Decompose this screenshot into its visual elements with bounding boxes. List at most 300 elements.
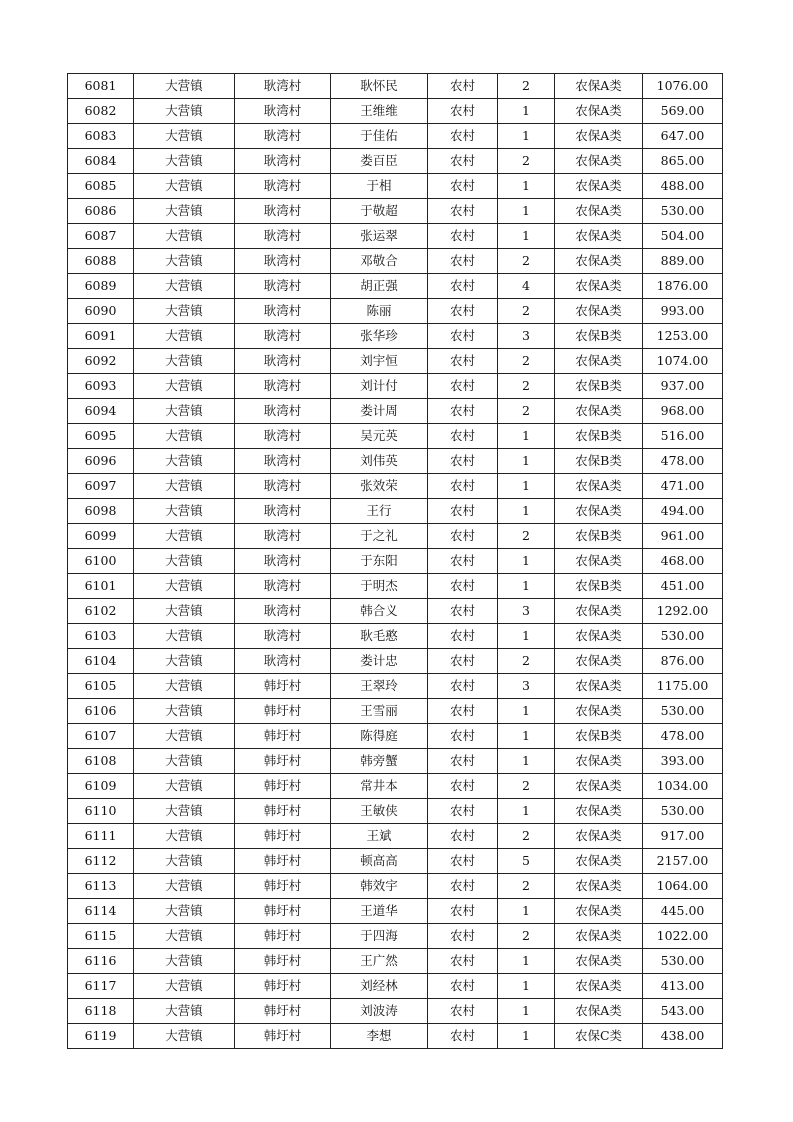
category-cell: 农保A类: [555, 799, 643, 824]
name-cell: 王敏侠: [331, 799, 428, 824]
village-cell: 耿湾村: [235, 624, 331, 649]
serial-number-cell: 6096: [68, 449, 134, 474]
household-size-cell: 1: [498, 499, 555, 524]
town-cell: 大营镇: [134, 574, 235, 599]
serial-number-cell: 6099: [68, 524, 134, 549]
household-size-cell: 2: [498, 149, 555, 174]
amount-cell: 488.00: [643, 174, 723, 199]
category-cell: 农保A类: [555, 74, 643, 99]
table-row: [68, 899, 723, 924]
village-cell: 耿湾村: [235, 599, 331, 624]
town-cell: 大营镇: [134, 724, 235, 749]
serial-number-cell: 6097: [68, 474, 134, 499]
village-cell: 韩圩村: [235, 724, 331, 749]
amount-cell: 530.00: [643, 699, 723, 724]
table-row: [68, 524, 723, 549]
category-cell: 农保B类: [555, 524, 643, 549]
category-cell: 农保A类: [555, 299, 643, 324]
village-cell: 耿湾村: [235, 224, 331, 249]
town-cell: 大营镇: [134, 299, 235, 324]
household-type-cell: 农村: [428, 199, 498, 224]
table-row: [68, 674, 723, 699]
household-size-cell: 2: [498, 349, 555, 374]
name-cell: 于之礼: [331, 524, 428, 549]
household-type-cell: 农村: [428, 374, 498, 399]
town-cell: 大营镇: [134, 949, 235, 974]
household-type-cell: 农村: [428, 524, 498, 549]
amount-cell: 413.00: [643, 974, 723, 999]
village-cell: 耿湾村: [235, 424, 331, 449]
category-cell: 农保A类: [555, 249, 643, 274]
household-type-cell: 农村: [428, 949, 498, 974]
town-cell: 大营镇: [134, 774, 235, 799]
amount-cell: 917.00: [643, 824, 723, 849]
category-cell: 农保A类: [555, 624, 643, 649]
category-cell: 农保B类: [555, 449, 643, 474]
household-type-cell: 农村: [428, 149, 498, 174]
amount-cell: 494.00: [643, 499, 723, 524]
household-type-cell: 农村: [428, 274, 498, 299]
village-cell: 韩圩村: [235, 824, 331, 849]
serial-number-cell: 6093: [68, 374, 134, 399]
amount-cell: 1034.00: [643, 774, 723, 799]
household-size-cell: 1: [498, 474, 555, 499]
household-size-cell: 1: [498, 449, 555, 474]
table-row: [68, 199, 723, 224]
amount-cell: 968.00: [643, 399, 723, 424]
table-row: [68, 74, 723, 99]
category-cell: 农保B类: [555, 374, 643, 399]
town-cell: 大营镇: [134, 549, 235, 574]
village-cell: 耿湾村: [235, 74, 331, 99]
name-cell: 王道华: [331, 899, 428, 924]
name-cell: 张效荣: [331, 474, 428, 499]
serial-number-cell: 6098: [68, 499, 134, 524]
roster-table: [67, 73, 723, 1049]
amount-cell: 530.00: [643, 199, 723, 224]
household-size-cell: 1: [498, 899, 555, 924]
serial-number-cell: 6105: [68, 674, 134, 699]
village-cell: 韩圩村: [235, 774, 331, 799]
village-cell: 韩圩村: [235, 849, 331, 874]
village-cell: 韩圩村: [235, 949, 331, 974]
table-row: [68, 549, 723, 574]
amount-cell: 1292.00: [643, 599, 723, 624]
amount-cell: 451.00: [643, 574, 723, 599]
table-row: [68, 624, 723, 649]
category-cell: 农保B类: [555, 424, 643, 449]
household-size-cell: 1: [498, 174, 555, 199]
household-type-cell: 农村: [428, 424, 498, 449]
household-size-cell: 2: [498, 824, 555, 849]
amount-cell: 647.00: [643, 124, 723, 149]
name-cell: 刘宇恒: [331, 349, 428, 374]
household-type-cell: 农村: [428, 899, 498, 924]
village-cell: 韩圩村: [235, 674, 331, 699]
serial-number-cell: 6118: [68, 999, 134, 1024]
amount-cell: 445.00: [643, 899, 723, 924]
village-cell: 耿湾村: [235, 124, 331, 149]
category-cell: 农保A类: [555, 999, 643, 1024]
household-type-cell: 农村: [428, 174, 498, 199]
category-cell: 农保A类: [555, 949, 643, 974]
name-cell: 于相: [331, 174, 428, 199]
serial-number-cell: 6109: [68, 774, 134, 799]
town-cell: 大营镇: [134, 124, 235, 149]
town-cell: 大营镇: [134, 899, 235, 924]
household-size-cell: 5: [498, 849, 555, 874]
household-size-cell: 3: [498, 674, 555, 699]
town-cell: 大营镇: [134, 274, 235, 299]
amount-cell: 530.00: [643, 949, 723, 974]
town-cell: 大营镇: [134, 174, 235, 199]
category-cell: 农保A类: [555, 924, 643, 949]
name-cell: 于东阳: [331, 549, 428, 574]
amount-cell: 516.00: [643, 424, 723, 449]
table-row: [68, 449, 723, 474]
table-row: [68, 999, 723, 1024]
table-row: [68, 1024, 723, 1049]
name-cell: 王广然: [331, 949, 428, 974]
household-size-cell: 2: [498, 299, 555, 324]
category-cell: 农保A类: [555, 149, 643, 174]
household-type-cell: 农村: [428, 99, 498, 124]
table-row: [68, 299, 723, 324]
household-size-cell: 2: [498, 74, 555, 99]
serial-number-cell: 6106: [68, 699, 134, 724]
serial-number-cell: 6107: [68, 724, 134, 749]
amount-cell: 1253.00: [643, 324, 723, 349]
household-type-cell: 农村: [428, 299, 498, 324]
household-size-cell: 1: [498, 199, 555, 224]
household-type-cell: 农村: [428, 674, 498, 699]
household-type-cell: 农村: [428, 449, 498, 474]
town-cell: 大营镇: [134, 699, 235, 724]
village-cell: 耿湾村: [235, 249, 331, 274]
category-cell: 农保B类: [555, 724, 643, 749]
table-row: [68, 699, 723, 724]
household-type-cell: 农村: [428, 849, 498, 874]
town-cell: 大营镇: [134, 349, 235, 374]
serial-number-cell: 6088: [68, 249, 134, 274]
serial-number-cell: 6115: [68, 924, 134, 949]
serial-number-cell: 6102: [68, 599, 134, 624]
village-cell: 耿湾村: [235, 574, 331, 599]
amount-cell: 478.00: [643, 449, 723, 474]
name-cell: 王维维: [331, 99, 428, 124]
household-size-cell: 1: [498, 949, 555, 974]
category-cell: 农保B类: [555, 324, 643, 349]
household-type-cell: 农村: [428, 974, 498, 999]
amount-cell: 569.00: [643, 99, 723, 124]
name-cell: 刘波涛: [331, 999, 428, 1024]
village-cell: 韩圩村: [235, 749, 331, 774]
amount-cell: 1064.00: [643, 874, 723, 899]
household-size-cell: 2: [498, 399, 555, 424]
household-size-cell: 2: [498, 924, 555, 949]
name-cell: 常井本: [331, 774, 428, 799]
category-cell: 农保A类: [555, 274, 643, 299]
name-cell: 耿怀民: [331, 74, 428, 99]
amount-cell: 1876.00: [643, 274, 723, 299]
town-cell: 大营镇: [134, 424, 235, 449]
category-cell: 农保C类: [555, 1024, 643, 1049]
name-cell: 于敬超: [331, 199, 428, 224]
table-row: [68, 574, 723, 599]
village-cell: 韩圩村: [235, 924, 331, 949]
household-size-cell: 1: [498, 224, 555, 249]
table-row: [68, 799, 723, 824]
name-cell: 王雪丽: [331, 699, 428, 724]
household-size-cell: 1: [498, 999, 555, 1024]
category-cell: 农保A类: [555, 674, 643, 699]
village-cell: 耿湾村: [235, 549, 331, 574]
name-cell: 吴元英: [331, 424, 428, 449]
amount-cell: 438.00: [643, 1024, 723, 1049]
amount-cell: 876.00: [643, 649, 723, 674]
household-type-cell: 农村: [428, 599, 498, 624]
household-size-cell: 1: [498, 699, 555, 724]
household-type-cell: 农村: [428, 74, 498, 99]
village-cell: 耿湾村: [235, 449, 331, 474]
town-cell: 大营镇: [134, 1024, 235, 1049]
amount-cell: 478.00: [643, 724, 723, 749]
town-cell: 大营镇: [134, 99, 235, 124]
village-cell: 耿湾村: [235, 349, 331, 374]
table-row: [68, 474, 723, 499]
household-type-cell: 农村: [428, 1024, 498, 1049]
village-cell: 韩圩村: [235, 699, 331, 724]
household-type-cell: 农村: [428, 224, 498, 249]
village-cell: 耿湾村: [235, 99, 331, 124]
table-row: [68, 974, 723, 999]
name-cell: 耿毛憨: [331, 624, 428, 649]
name-cell: 顿高高: [331, 849, 428, 874]
serial-number-cell: 6101: [68, 574, 134, 599]
town-cell: 大营镇: [134, 824, 235, 849]
village-cell: 韩圩村: [235, 899, 331, 924]
name-cell: 陈得庭: [331, 724, 428, 749]
household-size-cell: 1: [498, 549, 555, 574]
serial-number-cell: 6119: [68, 1024, 134, 1049]
name-cell: 王翠玲: [331, 674, 428, 699]
table-row: [68, 274, 723, 299]
serial-number-cell: 6114: [68, 899, 134, 924]
category-cell: 农保A类: [555, 899, 643, 924]
table-row: [68, 924, 723, 949]
serial-number-cell: 6094: [68, 399, 134, 424]
category-cell: 农保A类: [555, 349, 643, 374]
amount-cell: 937.00: [643, 374, 723, 399]
amount-cell: 530.00: [643, 799, 723, 824]
village-cell: 耿湾村: [235, 649, 331, 674]
household-type-cell: 农村: [428, 799, 498, 824]
name-cell: 刘经林: [331, 974, 428, 999]
household-size-cell: 1: [498, 424, 555, 449]
name-cell: 韩效宇: [331, 874, 428, 899]
village-cell: 耿湾村: [235, 174, 331, 199]
serial-number-cell: 6110: [68, 799, 134, 824]
town-cell: 大营镇: [134, 974, 235, 999]
village-cell: 耿湾村: [235, 374, 331, 399]
village-cell: 韩圩村: [235, 1024, 331, 1049]
household-type-cell: 农村: [428, 774, 498, 799]
serial-number-cell: 6085: [68, 174, 134, 199]
serial-number-cell: 6089: [68, 274, 134, 299]
household-type-cell: 农村: [428, 324, 498, 349]
town-cell: 大营镇: [134, 449, 235, 474]
serial-number-cell: 6090: [68, 299, 134, 324]
category-cell: 农保A类: [555, 224, 643, 249]
table-row: [68, 149, 723, 174]
category-cell: 农保A类: [555, 124, 643, 149]
town-cell: 大营镇: [134, 249, 235, 274]
town-cell: 大营镇: [134, 499, 235, 524]
village-cell: 耿湾村: [235, 499, 331, 524]
name-cell: 韩合义: [331, 599, 428, 624]
table-row: [68, 124, 723, 149]
name-cell: 王斌: [331, 824, 428, 849]
serial-number-cell: 6092: [68, 349, 134, 374]
household-type-cell: 农村: [428, 574, 498, 599]
table-row: [68, 849, 723, 874]
table-row: [68, 224, 723, 249]
village-cell: 韩圩村: [235, 799, 331, 824]
category-cell: 农保A类: [555, 99, 643, 124]
table-row: [68, 374, 723, 399]
category-cell: 农保A类: [555, 474, 643, 499]
table-row: [68, 99, 723, 124]
name-cell: 娄计忠: [331, 649, 428, 674]
amount-cell: 1076.00: [643, 74, 723, 99]
category-cell: 农保A类: [555, 499, 643, 524]
town-cell: 大营镇: [134, 474, 235, 499]
town-cell: 大营镇: [134, 374, 235, 399]
category-cell: 农保A类: [555, 874, 643, 899]
name-cell: 于四海: [331, 924, 428, 949]
name-cell: 于佳佑: [331, 124, 428, 149]
table-row: [68, 324, 723, 349]
town-cell: 大营镇: [134, 924, 235, 949]
household-size-cell: 3: [498, 324, 555, 349]
table-row: [68, 649, 723, 674]
name-cell: 张运翠: [331, 224, 428, 249]
town-cell: 大营镇: [134, 524, 235, 549]
town-cell: 大营镇: [134, 799, 235, 824]
amount-cell: 1022.00: [643, 924, 723, 949]
table-row: [68, 174, 723, 199]
town-cell: 大营镇: [134, 999, 235, 1024]
table-row: [68, 399, 723, 424]
village-cell: 耿湾村: [235, 274, 331, 299]
household-type-cell: 农村: [428, 649, 498, 674]
name-cell: 王行: [331, 499, 428, 524]
serial-number-cell: 6082: [68, 99, 134, 124]
table-row: [68, 774, 723, 799]
town-cell: 大营镇: [134, 849, 235, 874]
table-row: [68, 724, 723, 749]
serial-number-cell: 6116: [68, 949, 134, 974]
household-size-cell: 2: [498, 774, 555, 799]
serial-number-cell: 6117: [68, 974, 134, 999]
serial-number-cell: 6104: [68, 649, 134, 674]
name-cell: 韩旁蟹: [331, 749, 428, 774]
household-size-cell: 1: [498, 724, 555, 749]
serial-number-cell: 6087: [68, 224, 134, 249]
table-row: [68, 349, 723, 374]
town-cell: 大营镇: [134, 674, 235, 699]
household-size-cell: 1: [498, 974, 555, 999]
household-type-cell: 农村: [428, 249, 498, 274]
serial-number-cell: 6103: [68, 624, 134, 649]
category-cell: 农保A类: [555, 774, 643, 799]
household-type-cell: 农村: [428, 874, 498, 899]
town-cell: 大营镇: [134, 199, 235, 224]
category-cell: 农保A类: [555, 974, 643, 999]
household-type-cell: 农村: [428, 699, 498, 724]
name-cell: 娄百臣: [331, 149, 428, 174]
household-size-cell: 1: [498, 124, 555, 149]
amount-cell: 530.00: [643, 624, 723, 649]
town-cell: 大营镇: [134, 224, 235, 249]
category-cell: 农保A类: [555, 824, 643, 849]
name-cell: 陈丽: [331, 299, 428, 324]
household-type-cell: 农村: [428, 499, 498, 524]
town-cell: 大营镇: [134, 624, 235, 649]
category-cell: 农保A类: [555, 549, 643, 574]
household-type-cell: 农村: [428, 399, 498, 424]
amount-cell: 504.00: [643, 224, 723, 249]
town-cell: 大营镇: [134, 149, 235, 174]
village-cell: 耿湾村: [235, 399, 331, 424]
household-type-cell: 农村: [428, 124, 498, 149]
category-cell: 农保B类: [555, 574, 643, 599]
household-type-cell: 农村: [428, 724, 498, 749]
category-cell: 农保A类: [555, 399, 643, 424]
table-row: [68, 824, 723, 849]
town-cell: 大营镇: [134, 399, 235, 424]
name-cell: 邓敬合: [331, 249, 428, 274]
amount-cell: 889.00: [643, 249, 723, 274]
village-cell: 耿湾村: [235, 474, 331, 499]
village-cell: 韩圩村: [235, 999, 331, 1024]
amount-cell: 543.00: [643, 999, 723, 1024]
household-size-cell: 2: [498, 874, 555, 899]
serial-number-cell: 6083: [68, 124, 134, 149]
category-cell: 农保A类: [555, 199, 643, 224]
table-row: [68, 424, 723, 449]
table-row: [68, 499, 723, 524]
household-size-cell: 1: [498, 749, 555, 774]
household-type-cell: 农村: [428, 999, 498, 1024]
name-cell: 娄计周: [331, 399, 428, 424]
serial-number-cell: 6112: [68, 849, 134, 874]
village-cell: 韩圩村: [235, 974, 331, 999]
amount-cell: 1175.00: [643, 674, 723, 699]
household-size-cell: 1: [498, 574, 555, 599]
household-type-cell: 农村: [428, 474, 498, 499]
amount-cell: 1074.00: [643, 349, 723, 374]
village-cell: 耿湾村: [235, 199, 331, 224]
household-size-cell: 1: [498, 99, 555, 124]
amount-cell: 993.00: [643, 299, 723, 324]
name-cell: 李想: [331, 1024, 428, 1049]
category-cell: 农保A类: [555, 649, 643, 674]
town-cell: 大营镇: [134, 324, 235, 349]
category-cell: 农保A类: [555, 599, 643, 624]
table-row: [68, 949, 723, 974]
household-type-cell: 农村: [428, 924, 498, 949]
